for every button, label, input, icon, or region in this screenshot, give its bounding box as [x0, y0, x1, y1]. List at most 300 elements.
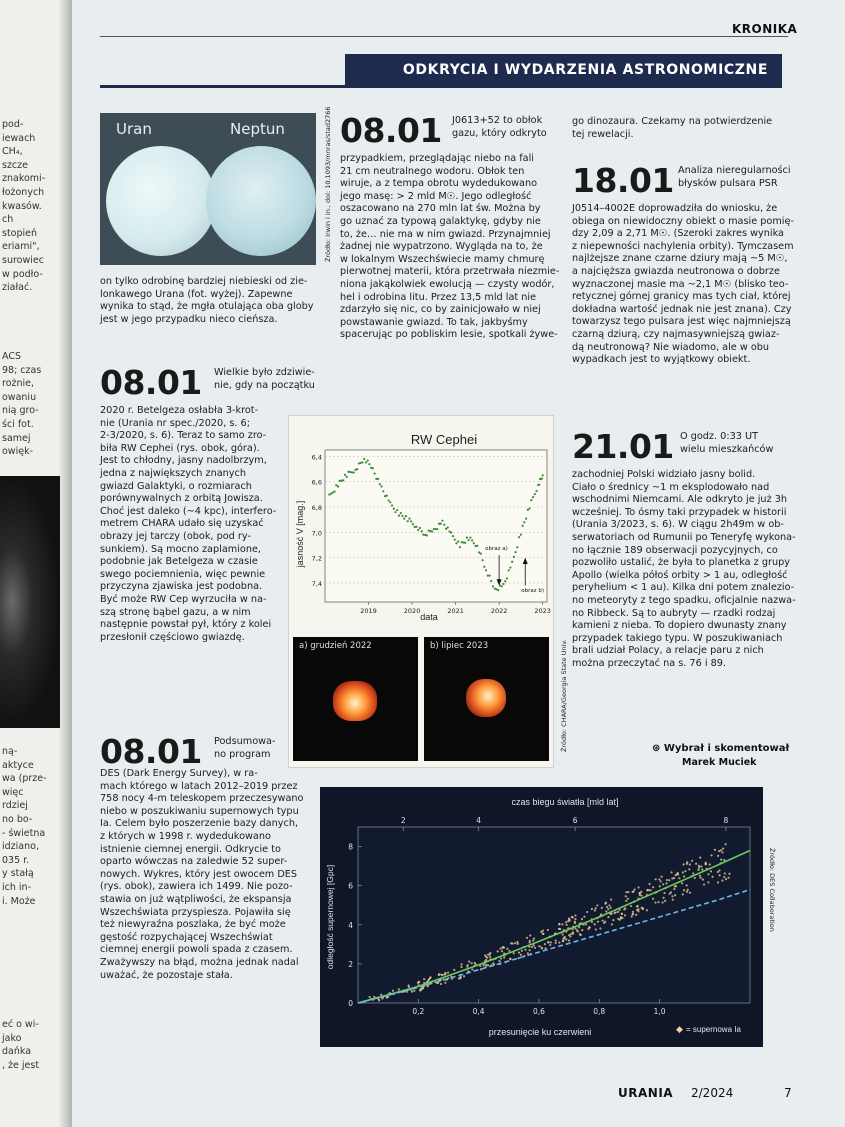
prev-page-text: 98; czas	[2, 364, 42, 376]
data-point	[431, 530, 433, 532]
supernova-point	[707, 881, 709, 883]
supernova-point	[682, 893, 684, 895]
prev-page-text: owaniu	[2, 391, 37, 403]
data-point	[504, 580, 506, 582]
text-line: wschodnimi Niemcami. Ale odkryto je już 3h	[572, 494, 788, 506]
prev-page-text: szcze	[2, 159, 28, 171]
supernova-point	[646, 909, 648, 911]
annotation-a: obraz a)	[485, 546, 508, 553]
supernova-point	[417, 982, 419, 984]
prev-page-text: kwasów.	[2, 200, 42, 212]
supernova-point	[681, 882, 683, 884]
prev-page-text: ziałać.	[2, 282, 33, 294]
x-axis-label: data	[420, 612, 438, 622]
supernova-point	[699, 875, 701, 877]
data-point	[363, 458, 365, 460]
supernova-point	[411, 991, 413, 993]
supernova-point	[595, 907, 597, 909]
supernova-point	[724, 872, 726, 874]
supernova-point	[603, 922, 605, 924]
y-tick-label: 0	[348, 999, 353, 1008]
data-point	[379, 483, 381, 485]
data-point	[520, 534, 522, 536]
supernova-point	[510, 942, 512, 944]
text-line: Być może RW Cep wyrzuciła w na-	[100, 593, 267, 605]
page-number: 7	[784, 1086, 792, 1100]
supernova-point	[533, 937, 535, 939]
supernova-point	[540, 946, 542, 948]
text-line: serwatoriach od Rumunii po Teneryfę wykona-	[572, 531, 796, 543]
supernova-point	[506, 948, 508, 950]
data-point	[394, 511, 396, 513]
data-point	[535, 490, 537, 492]
text-line: 758 nocy 4-m teleskopem przeczesywano	[100, 793, 304, 805]
supernova-point	[500, 957, 502, 959]
entry-body-j0613	[340, 153, 558, 342]
text-line: pozwoliło ustalić, że była to planetka z grupy	[572, 557, 790, 569]
prev-page-text: aktyce	[2, 759, 34, 771]
prev-page-text: CH₄,	[2, 146, 23, 158]
supernova-point	[568, 934, 570, 936]
data-point	[356, 468, 358, 470]
supernova-point	[674, 885, 676, 887]
supernova-point	[521, 950, 523, 952]
supernova-point	[676, 873, 678, 875]
supernova-point	[526, 937, 528, 939]
entry-lead	[680, 431, 780, 456]
x-tick-label: 0,2	[412, 1007, 425, 1016]
supernova-point	[538, 945, 540, 947]
data-point	[393, 508, 395, 510]
chart-title: RW Cephei	[410, 432, 478, 447]
chara-image-b	[424, 637, 549, 761]
text-line: lonkawego Urana (fot. wyżej). Zapewne	[100, 288, 293, 300]
data-point	[440, 523, 442, 525]
supernova-point	[625, 900, 627, 902]
supernova-point	[634, 889, 636, 891]
prev-page-text: eć o wi-	[2, 1019, 39, 1030]
entry-body-des	[100, 768, 318, 982]
supernova-point	[558, 941, 560, 943]
data-point	[398, 515, 400, 517]
data-point	[492, 585, 494, 587]
y-tick-label: 7,4	[311, 580, 322, 588]
prev-page-text: i. Może	[2, 895, 36, 907]
text-line: on tylko odrobinę bardziej niebieski od zie-	[100, 276, 308, 287]
supernova-point	[499, 948, 501, 950]
data-point	[509, 566, 511, 568]
data-point	[380, 485, 382, 487]
supernova-point	[407, 984, 409, 986]
supernova-point	[686, 891, 688, 893]
text-line: peryhelium < 1 au). Kilka dni potem znalezio-	[572, 582, 795, 594]
supernova-point	[689, 863, 691, 865]
supernova-point	[594, 923, 596, 925]
supernova-point	[422, 987, 424, 989]
text-line: no Ribbeck. Są to aubryty — rzadki rodzaj	[572, 607, 776, 619]
supernova-point	[438, 974, 440, 976]
y-tick-label: 4	[348, 920, 353, 930]
y-tick-label: 6	[348, 881, 353, 891]
data-point	[476, 545, 478, 547]
text-line: wynika to stąd, że mgła otulająca oba globy	[100, 301, 314, 313]
rw-image-credit: Źródło: CHARA/Georgia State Univ.	[560, 639, 568, 752]
data-point	[417, 529, 419, 531]
entry-date: 18.01	[572, 161, 674, 200]
text-line: brali udział Polacy, a relacje paru z nich	[572, 645, 764, 657]
text-line: dokładna wartość jednak nie jest znana). Czy	[572, 303, 792, 315]
supernova-point	[440, 983, 442, 985]
uranus-disc	[106, 146, 216, 256]
text-line: to, że… nie ma w nim gwiazd. Przynajmniej	[340, 228, 551, 240]
text-line: gwiazd Galaktyki, o rozmiarach	[100, 480, 252, 492]
supernova-point	[652, 898, 654, 900]
data-point	[407, 520, 409, 522]
supernova-point	[596, 904, 598, 906]
supernova-point	[678, 877, 680, 879]
supernova-point	[721, 851, 723, 853]
data-point	[538, 484, 540, 486]
supernova-point	[387, 996, 389, 998]
supernova-point	[441, 974, 443, 976]
data-point	[447, 526, 449, 528]
supernova-point	[689, 892, 691, 894]
entry-body-rw-cephei	[100, 405, 285, 644]
y-tick-label: 8	[348, 842, 353, 852]
neptune-label: Neptun	[230, 120, 285, 138]
supernova-point	[710, 870, 712, 872]
text-line: wyznaczonej masie ma ~2,1 M☉ (blisko teo-	[572, 278, 789, 290]
supernova-point	[695, 863, 697, 865]
planets-caption	[100, 276, 318, 326]
supernova-point	[381, 997, 383, 999]
text-line: nie, gdy na początku	[214, 379, 315, 391]
text-line: (rys. obok), zawiera ich 1499. Nie pozo-	[100, 881, 293, 893]
supernova-point	[637, 905, 639, 907]
supernova-point	[508, 950, 510, 952]
supernova-point	[665, 882, 667, 884]
supernova-point	[581, 929, 583, 931]
supernova-point	[668, 879, 670, 881]
text-line: porównywalnych z orbitą Jowisza.	[100, 493, 263, 505]
text-line: Wszechświata przyspiesza. Pojawiła się	[100, 906, 291, 918]
supernova-point	[638, 892, 640, 894]
supernova-point	[534, 947, 536, 949]
entry-lead	[452, 115, 552, 140]
supernova-point	[460, 966, 462, 968]
data-point	[353, 471, 355, 473]
supernova-point	[544, 943, 546, 945]
x-tick-label: 0,6	[532, 1007, 545, 1016]
des-chart	[320, 787, 763, 1047]
data-point	[396, 509, 398, 511]
data-point	[441, 520, 443, 522]
supernova-point	[576, 929, 578, 931]
supernova-point	[610, 898, 612, 900]
supernova-point	[671, 895, 673, 897]
supernova-point	[608, 904, 610, 906]
text-line: spacerując po pobliskim lesie, spotkali żywe-	[340, 329, 558, 341]
text-line: błysków pulsara PSR	[678, 177, 778, 189]
text-line: stawia on już wątpliwości, że ekspansja	[100, 893, 292, 905]
supernova-point	[722, 848, 724, 850]
text-line: istnienie ciemnej energii. Odkrycie to	[100, 843, 281, 855]
supernova-point	[666, 879, 668, 881]
text-line: a najcięższa gwiazda neutronowa o dobrze	[572, 265, 780, 277]
supernova-point	[591, 908, 593, 910]
data-point	[497, 589, 499, 591]
footer-issue: 2/2024	[691, 1086, 734, 1100]
supernova-point	[727, 877, 729, 879]
supernova-point	[529, 940, 531, 942]
supernova-point	[484, 954, 486, 956]
text-line: wielu mieszkańców	[680, 443, 774, 455]
entry-date: 08.01	[100, 732, 202, 771]
prev-page-text: iewach	[2, 132, 36, 144]
supernova-point	[531, 946, 533, 948]
supernova-point	[652, 886, 654, 888]
supernova-point	[459, 977, 461, 979]
supernova-point	[550, 941, 552, 943]
text-line: 2020 r. Betelgeza osłabła 3-krot-	[100, 405, 259, 416]
supernova-point	[637, 910, 639, 912]
y-axis-label: jasność V [mag.]	[295, 500, 305, 568]
supernova-point	[718, 850, 720, 852]
text-line: (Urania 3/2023, s. 6). W ciągu 2h49m w ob-	[572, 519, 784, 531]
supernova-point	[624, 907, 626, 909]
supernova-point	[711, 876, 713, 878]
supernova-point	[568, 939, 570, 941]
header-rule	[100, 36, 788, 37]
data-point	[415, 526, 417, 528]
supernova-point	[498, 960, 500, 962]
supernova-point	[540, 931, 542, 933]
supernova-point	[661, 876, 663, 878]
data-point	[522, 525, 524, 527]
supernova-point	[518, 951, 520, 953]
data-point	[344, 474, 346, 476]
text-line: podobnie jak Betelgeza w czasie	[100, 556, 258, 568]
supernova-point	[444, 972, 446, 974]
supernova-point	[607, 908, 609, 910]
supernova-point	[717, 881, 719, 883]
supernova-point	[602, 920, 604, 922]
des-hubble-diagram	[320, 787, 763, 1047]
entry-lead	[214, 367, 320, 392]
prev-page-text: dańka	[2, 1046, 32, 1058]
data-point	[481, 559, 483, 561]
rw-cephei-chart	[289, 416, 555, 626]
text-line: można przeczytać na s. 76 i 89.	[572, 657, 727, 669]
supernova-point	[549, 944, 551, 946]
supernova-point	[562, 933, 564, 935]
supernova-point	[558, 923, 560, 925]
supernova-point	[662, 883, 664, 885]
text-line: też niewyraźna poszlaka, że być może	[100, 919, 286, 931]
text-line: kamieni z nieba. To dopiero dwunasty znany	[572, 620, 787, 632]
supernova-point	[625, 891, 627, 893]
text-line: czarną dziurą, czy najmasywniejszą gwiaz-	[572, 328, 780, 340]
annotation-b: obraz b)	[521, 587, 545, 594]
supernova-point	[655, 878, 657, 880]
text-line: mach którego w latach 2012–2019 przez	[100, 780, 298, 792]
supernova-point	[627, 891, 629, 893]
supernova-point	[664, 900, 666, 902]
data-point	[405, 515, 407, 517]
text-line: DES (Dark Energy Survey), w ra-	[100, 768, 258, 779]
supernova-point	[555, 942, 557, 944]
supernova-point	[662, 897, 664, 899]
data-point	[436, 528, 438, 530]
data-point	[368, 463, 370, 465]
x-tick-label: 0,8	[593, 1007, 606, 1016]
data-point	[513, 556, 515, 558]
x-tick-label: 2022	[490, 607, 508, 615]
text-line: hel i odrobina litu. Przez 13,5 mld lat nie	[340, 291, 537, 303]
text-line: pierwotnej materii, która przetrwała niezmie-	[340, 266, 560, 278]
plot-frame	[358, 827, 750, 1003]
chara-image-a	[293, 637, 418, 761]
data-point	[426, 534, 428, 536]
supernova-point	[562, 940, 564, 942]
image-b-label: b) lipiec 2023	[430, 641, 489, 651]
supernova-point	[447, 972, 449, 974]
supernova-point	[460, 963, 462, 965]
data-point	[542, 474, 544, 476]
entry-body-pulsar	[572, 203, 794, 367]
supernova-point	[670, 871, 672, 873]
x-tick-label: 2019	[360, 607, 377, 615]
text-line: retycznej górnej granicy mas tych ciał, której	[572, 291, 791, 303]
supernova-point	[698, 867, 700, 869]
text-line: Apollo (wielka półoś orbity > 1 au, odległość	[572, 569, 788, 581]
supernova-point	[728, 873, 730, 875]
image-a-label: a) grudzień 2022	[299, 641, 372, 651]
supernova-point	[625, 895, 627, 897]
data-point	[361, 461, 363, 463]
supernova-point	[542, 933, 544, 935]
supernova-point	[688, 868, 690, 870]
supernova-point	[650, 889, 652, 891]
prev-page-text: ACS	[2, 351, 21, 362]
section-header: KRONIKA	[732, 22, 798, 36]
text-line: gazu, który odkryto	[452, 127, 547, 139]
supernova-point	[724, 843, 726, 845]
supernova-point	[611, 923, 613, 925]
data-point	[400, 512, 402, 514]
des-credit: Źródło: DES Collaboration	[768, 848, 776, 932]
data-point	[532, 496, 534, 498]
supernova-point	[660, 880, 662, 882]
y-tick-label: 7,2	[311, 554, 322, 563]
text-line: metrem CHARA udało się uzyskać	[100, 518, 264, 530]
supernova-point	[572, 931, 574, 933]
supernova-point	[561, 923, 563, 925]
supernova-point	[654, 901, 656, 903]
text-line: z których w 1998 r. wydedukowano	[100, 830, 271, 842]
prev-page-text: y stałą	[2, 868, 34, 880]
supernova-point	[631, 915, 633, 917]
top-tick-label: 4	[476, 816, 482, 825]
data-point	[443, 524, 445, 526]
text-line: oszacowano na 270 mln lat św. Można by	[340, 203, 541, 215]
data-point	[528, 507, 530, 509]
supernova-point	[686, 863, 688, 865]
supernova-point	[586, 911, 588, 913]
data-point	[468, 539, 470, 541]
supernova-point	[605, 910, 607, 912]
supernova-point	[621, 913, 623, 915]
supernova-point	[583, 916, 585, 918]
supernova-point	[529, 934, 531, 936]
text-line: niona jakąkolwiek ewolucją — czysty wodór,	[340, 278, 555, 290]
data-point	[421, 530, 423, 532]
supernova-point	[501, 950, 503, 952]
supernova-point	[594, 909, 596, 911]
text-line: Zważywszy na błąd, można jednak nadal	[100, 956, 299, 968]
prev-page-text: no bo-	[2, 814, 33, 825]
section-banner: ODKRYCIA I WYDARZENIA ASTRONOMICZNE	[345, 54, 782, 87]
text-line: no meteoryty z tego spadku, oficjalnie nazwa-	[572, 594, 796, 606]
supernova-point	[699, 857, 701, 859]
supernova-point	[662, 901, 664, 903]
supernova-point	[514, 942, 516, 944]
planets-credit: Źródło: Irwin i in., doi: 10.1093/mnras/stad2766	[324, 106, 332, 262]
supernova-point	[429, 976, 431, 978]
data-point	[530, 499, 532, 501]
data-point	[342, 479, 344, 481]
prev-page-text: w podło-	[2, 268, 43, 280]
data-point	[541, 478, 543, 480]
data-point	[480, 553, 482, 555]
text-line: gęstość rozpychającej Wszechświat	[100, 931, 273, 943]
author-name: Marek Muciek	[682, 757, 757, 768]
prev-page-text: rożnie,	[2, 378, 35, 390]
text-line: następnie powstał pył, który z kolei	[100, 619, 272, 631]
supernova-point	[380, 994, 382, 996]
data-point	[471, 539, 473, 541]
text-line: go dinozaura. Czekamy na potwierdzenie	[572, 116, 773, 127]
supernova-point	[674, 894, 676, 896]
author-credit-label: Wybrał i skomentował	[663, 743, 790, 754]
supernova-point	[572, 916, 574, 918]
supernova-point	[642, 908, 644, 910]
supernova-point	[720, 849, 722, 851]
text-line: przypadek takiego typu. W poszukiwaniach	[572, 632, 783, 644]
supernova-point	[672, 899, 674, 901]
supernova-point	[721, 879, 723, 881]
supernova-point	[486, 957, 488, 959]
x-tick-label: 1,0	[653, 1007, 666, 1016]
prev-page-text: owięk-	[2, 446, 33, 458]
top-axis-label: czas biegu światła [mld lat]	[511, 797, 619, 807]
supernova-point	[503, 956, 505, 958]
data-point	[386, 495, 388, 497]
supernova-point	[658, 878, 660, 880]
data-point	[410, 520, 412, 522]
y-tick-label: 2	[348, 959, 353, 969]
supernova-point	[637, 886, 639, 888]
text-line: swego pociemnienia, więc pewnie	[100, 568, 266, 580]
supernova-point	[565, 921, 567, 923]
text-line: Jest to chłodny, jasny nadolbrzym,	[100, 455, 267, 467]
plot-frame	[325, 450, 547, 602]
supernova-point	[700, 865, 702, 867]
supernova-point	[718, 869, 720, 871]
uranus-label: Uran	[116, 120, 152, 138]
supernova-point	[532, 939, 534, 941]
text-line: jego masę: > 2 mld M☉. Jego odległość	[340, 190, 532, 202]
